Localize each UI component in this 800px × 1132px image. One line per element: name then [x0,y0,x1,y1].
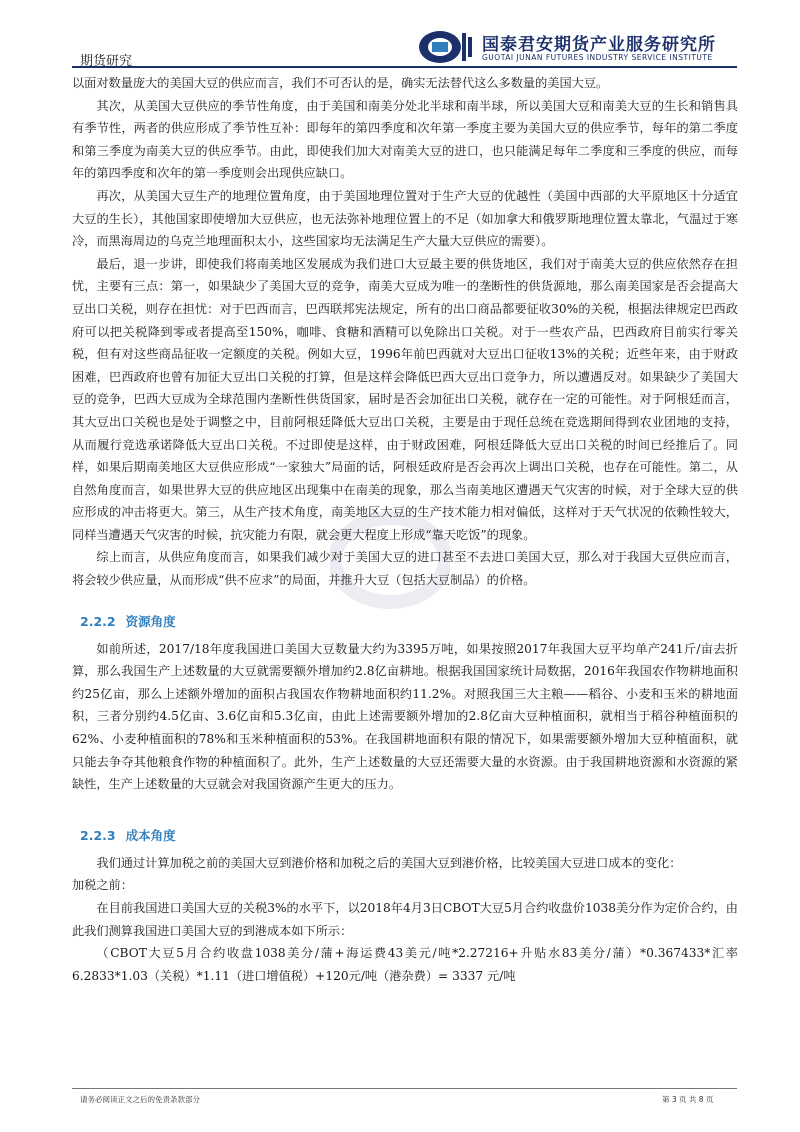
section-title: 成本角度 [125,827,176,843]
paragraph-summary: 综上而言，从供应角度而言，如果我们减少对于美国大豆的进口甚至不去进口美国大豆，那么对于我国大豆供应而言，将会较少供应量，从而形成“供不应求”的局面，并推升大豆（包括大豆制品）的价格。 [72,550,738,588]
cost-formula: （CBOT大豆5月合约收盘1038美分/蒲+海运费43美元/吨*2.27216+升贴水83美分/蒲）*0.367433*汇率6.2833*1.03（关税）*1.11（进口增值税）+120元/吨（港杂费）= 3337 元/吨 [72,946,738,983]
paragraph-seasonal: 其次，从美国大豆供应的季节性角度，由于美国和南美分处北半球和南半球，所以美国大豆和南美大豆的生长和销售具有季节性，两者的供应形成了季节性互补：即每年的第四季度和次年第一季度主要为美国大豆的供应季节，每年的第二季度和第三季度为南美大豆的供应季节。由此，即使我们加大对南美大豆的进口，也只能满足每年二季度和三季度的供应，而每年的第四季度和次年的第一季度则会出现供应缺口。 [72,98,738,181]
footer-disclaimer: 请务必阅读正文之后的免责条款部分 [80,1095,200,1104]
section-heading-cost [72,826,738,844]
label-before-tax: 加税之前： [72,878,133,893]
section-title: 资源角度 [125,613,176,629]
paragraph-cost-method: 在目前我国进口美国大豆的关税3%的水平下，以2018年4月3日CBOT大豆5月合约收盘价1038美分作为定价合约，由此我们测算我国进口美国大豆的到港成本如下所示： [72,901,738,938]
paragraph-intro: 以面对数量庞大的美国大豆的供应而言，我们不可否认的是，确实无法替代这么多数量的美国大豆。 [72,76,609,90]
section-label: 期货研究 [80,54,133,69]
footer-divider [72,1088,737,1089]
paragraph-cost-intro: 我们通过计算加税之前的美国大豆到港价格和加税之后的美国大豆到港价格，比较美国大豆进口成本的变化： [96,855,682,870]
page-number: 第 3 页 共 8 页 [662,1095,714,1104]
section-number: 2.2.2 [80,613,116,629]
document-body [72,72,738,987]
section-heading-resource [72,612,738,630]
org-name-cn: 国泰君安期货产业服务研究所 [482,35,716,55]
paragraph-south-america: 最后，退一步讲，即使我们将南美地区发展成为我们进口大豆最主要的供货地区，我们对于南美大豆的供应依然存在担忧，主要有三点：第一，如果缺少了美国大豆的竞争，南美大豆成为唯一的垄断性的供货源地，那么南美国家是否会提高大豆出口关税，则存在担忧：对于巴西而言，巴西联邦宪法规定，所有的出口商品都要征收30%的关税，根据法律规定巴西政府可以把关税降到零或者提高至150%，咖啡、食糖和酒精可以免除出口关税。对于一些农产品，巴西政府目前实行零关税，但有对这些商品征收一定额度的关税。例如大豆，1996年前巴西就对大豆出口征收13%的关税；近些年来，由于财政困难，巴西政府也曾有加征大豆出口关税的打算，但是这样会降低巴西大豆出口竞争力，所以遭遇反对。如果缺少了美国大豆的竞争，巴西大豆成为全球范围内垄断性供货国家，届时是否会加征出口关税，就存在一定的可能性。对于阿根廷而言，其大豆出口关税也是处于调整之中，目前阿根廷降低大豆出口关税，主要是由于现任总统在竞选期间得到农业团地的支持，从而履行竞选承诺降低大豆出口关税。不过即使是这样，由于财政困难，阿根廷降低大豆出口关税的时间已经推后了。同样，如果后期南美地区大豆供应形成“一家独大”局面的话，阿根廷政府是否会再次上调出口关税，也存在可能性。第二，从自然角度而言，如果世界大豆的供应地区出现集中在南美的现象，那么当南美地区遭遇天气灾害的时候，对于全球大豆的供应形成的冲击将更大。第三，从生产技术角度，南美地区大豆的生产技术能力相对偏低，这样对于天气状况的依赖性较大，同样当遭遇天气灾害的时候，抗灾能力有限，就会更大程度上形成“靠天吃饭”的现象。 [72,256,738,542]
section-number: 2.2.3 [80,827,116,843]
org-name-en: GUOTAI JUNAN FUTURES INDUSTRY SERVICE INSTITUTE [482,53,713,62]
paragraph-resource: 如前所述，2017/18年度我国进口美国大豆数量大约为3395万吨，如果按照2017年我国大豆平均单产241斤/亩去折算，那么我国生产上述数量的大豆就需要额外增加约2.8亿亩耕地。根据我国国家统计局数据，2016年我国农作物耕地面积约25亿亩，那么上述额外增加的面积占我国农作物耕地面积约11.2%。对照我国三大主粮——稻谷、小麦和玉米的耕地面积，三者分别约4.5亿亩、3.6亿亩和5.3亿亩，由此上述需要额外增加的2.8亿亩大豆种植面积，就相当于稻谷种植面积的62%、小麦种植面积的78%和玉米种植面积的53%。在我国耕地面积有限的情况下，如果需要额外增加大豆种植面积，就只能去争夺其他粮食作物的种植面积了。此外，生产上述数量的大豆还需要大量的水资源。由于我国耕地资源和水资源的紧缺性，生产上述数量的大豆就会对我国资源产生更大的压力。 [72,641,738,792]
header-divider [72,66,737,68]
page-header [0,0,800,80]
company-logo-icon [418,30,474,64]
paragraph-geography: 再次，从美国大豆生产的地理位置角度，由于美国地理位置对于生产大豆的优越性（美国中西部的大平原地区十分适宜大豆的生长），其他国家即使增加大豆供应，也无法弥补地理位置上的不足（如加拿大和俄罗斯地理位置太靠北，气温过于寒冷，而黑海周边的乌克兰地理面积太小，这些国家均无法满足生产大量大豆供应的需要）。 [72,188,738,249]
